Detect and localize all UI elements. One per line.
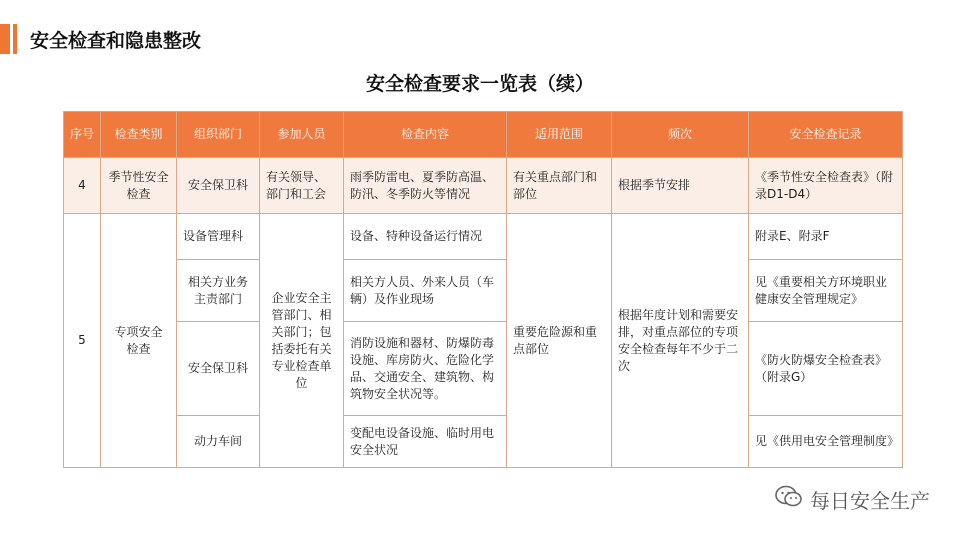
page-title: 安全检查和隐患整改 xyxy=(30,30,202,52)
col-header-record: 安全检查记录 xyxy=(749,112,903,158)
accent-bar xyxy=(0,24,10,54)
row5-scope: 重要危险源和重点部位 xyxy=(507,214,612,468)
row4-content: 雨季防雷电、夏季防高温、防汛、冬季防火等情况 xyxy=(344,158,507,214)
wechat-icon xyxy=(774,484,804,515)
row5-sub3-content: 消防设施和器材、防爆防毒设施、库房防火、危险化学品、交通安全、建筑物、构筑物安全状况等。 xyxy=(344,322,507,416)
row5-frequency: 根据年度计划和需要安排，对重点部位的专项安全检查每年不少于二次 xyxy=(612,214,749,468)
col-header-participants: 参加人员 xyxy=(260,112,344,158)
watermark xyxy=(774,484,930,515)
watermark-text: 每日安全生产 xyxy=(810,489,930,513)
table-title: 安全检查要求一览表（续） xyxy=(365,73,594,95)
row5-participants: 企业安全主管部门、相关部门；包括委托有关专业检查单位 xyxy=(260,214,344,468)
row5-sub3-record: 《防火防爆安全检查表》（附录G） xyxy=(749,322,903,416)
inspection-table xyxy=(63,111,903,468)
row4-seq: 4 xyxy=(64,158,101,214)
row5-sub2-content: 相关方人员、外来人员（车辆）及作业现场 xyxy=(344,260,507,322)
col-header-seq: 序号 xyxy=(64,112,101,158)
row5-sub3-dept: 安全保卫科 xyxy=(177,322,260,416)
row5-sub1-content: 设备、特种设备运行情况 xyxy=(344,214,507,260)
accent-bar-thin xyxy=(13,24,17,54)
row4-record: 《季节性安全检查表》（附录D1-D4） xyxy=(749,158,903,214)
row5-sub1-dept: 设备管理科 xyxy=(177,214,260,260)
row5-sub4-record: 见《供用电安全管理制度》 xyxy=(749,416,903,468)
row4-category: 季节性安全检查 xyxy=(101,158,177,214)
row4-scope: 有关重点部门和部位 xyxy=(507,158,612,214)
col-header-scope: 适用范围 xyxy=(507,112,612,158)
row4-dept: 安全保卫科 xyxy=(177,158,260,214)
col-header-dept: 组织部门 xyxy=(177,112,260,158)
row4-participants: 有关领导、部门和工会 xyxy=(260,158,344,214)
col-header-content: 检查内容 xyxy=(344,112,507,158)
row5-category: 专项安全检查 xyxy=(101,214,177,468)
row5-seq: 5 xyxy=(64,214,101,468)
col-header-category: 检查类别 xyxy=(101,112,177,158)
row5-sub4-dept: 动力车间 xyxy=(177,416,260,468)
row5-sub1-record: 附录E、附录F xyxy=(749,214,903,260)
row5-sub4-content: 变配电设备设施、临时用电安全状况 xyxy=(344,416,507,468)
row5-sub2-dept: 相关方业务主责部门 xyxy=(177,260,260,322)
row4-frequency: 根据季节安排 xyxy=(612,158,749,214)
col-header-frequency: 频次 xyxy=(612,112,749,158)
row5-sub2-record: 见《重要相关方环境职业健康安全管理规定》 xyxy=(749,260,903,322)
